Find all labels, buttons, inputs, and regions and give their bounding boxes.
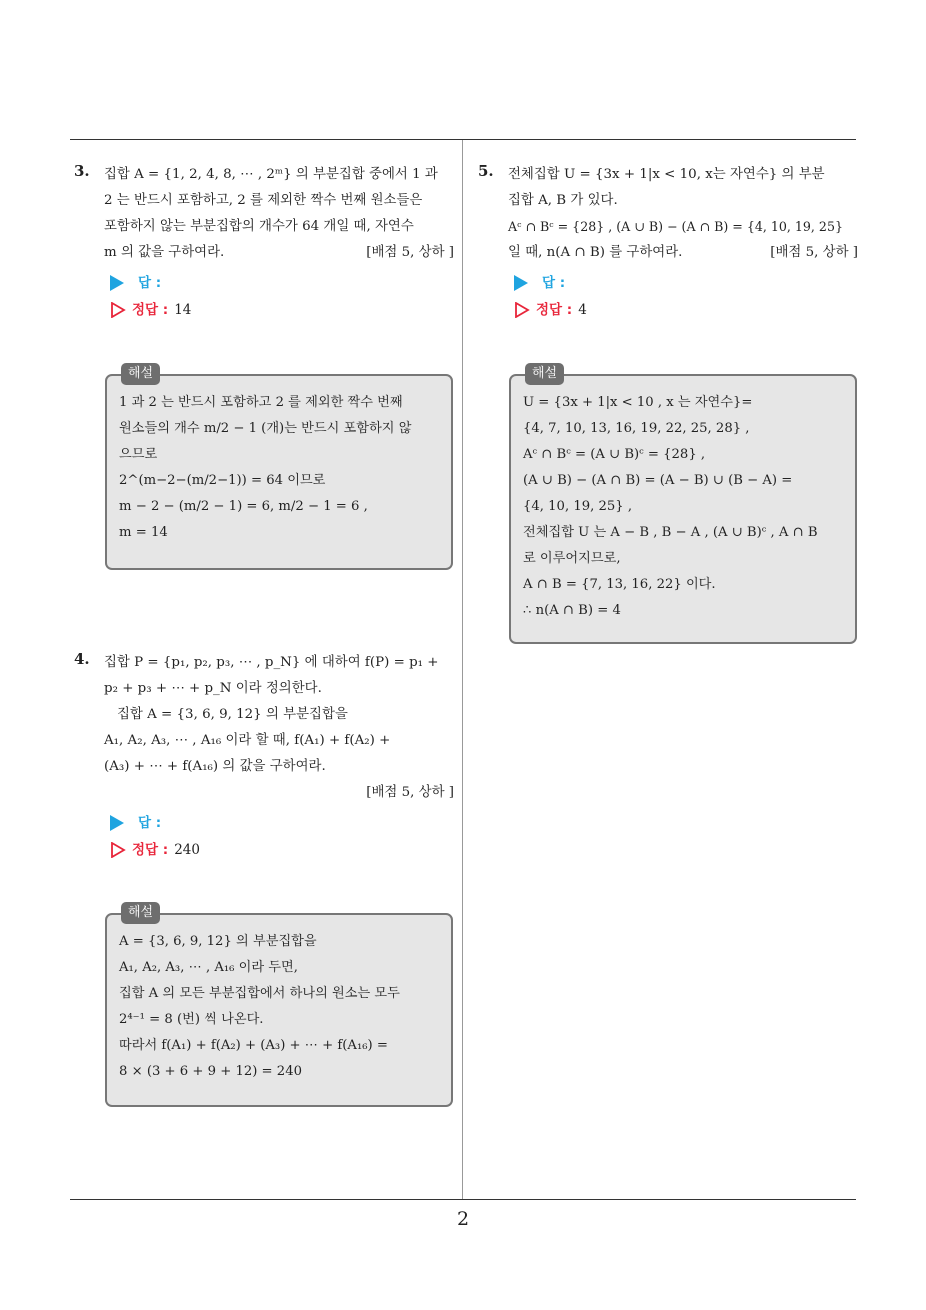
question-line: 집합 A = {3, 6, 9, 12} 의 부분집합을 bbox=[117, 707, 348, 722]
explanation-box-3 bbox=[105, 366, 453, 570]
correct-answer-row bbox=[514, 298, 587, 318]
question-line-text: m 의 값을 구하여라. bbox=[104, 245, 225, 260]
question-line: 집합 A, B 가 있다. bbox=[508, 193, 618, 208]
explanation-line: Aᶜ ∩ Bᶜ = (A ∪ B)ᶜ = {28} , bbox=[523, 447, 706, 462]
correct-value: 4 bbox=[578, 302, 587, 318]
explanation-line: A ∩ B = {7, 13, 16, 22} 이다. bbox=[523, 577, 716, 592]
score-label: [배점 5, 상하 ] bbox=[770, 245, 858, 260]
explanation-box-5 bbox=[509, 366, 857, 644]
question-4-text bbox=[104, 650, 454, 806]
question-number-3: 3. bbox=[74, 162, 90, 180]
explanation-line: {4, 10, 19, 25} , bbox=[523, 499, 633, 514]
explanation-line: 으므로 bbox=[119, 447, 158, 462]
answer-label: 답 : bbox=[138, 815, 162, 831]
question-5-text bbox=[508, 162, 858, 266]
correct-answer-row bbox=[110, 838, 200, 858]
correct-label: 정답 : bbox=[132, 302, 169, 318]
explanation-label: 해설 bbox=[121, 363, 160, 385]
explanation-line: 전체집합 U 는 A − B , B − A , (A ∪ B)ᶜ , A ∩ B bbox=[523, 525, 818, 540]
question-line: Aᶜ ∩ Bᶜ = {28} , (A ∪ B) − (A ∩ B) = {4, 10, 19, 25} bbox=[508, 219, 843, 234]
explanation-line: (A ∪ B) − (A ∩ B) = (A − B) ∪ (B − A) = bbox=[523, 473, 793, 488]
play-icon bbox=[110, 275, 124, 291]
explanation-label: 해설 bbox=[121, 902, 160, 924]
answer-row bbox=[514, 271, 565, 291]
correct-answer-row bbox=[110, 298, 191, 318]
explanation-line: {4, 7, 10, 13, 16, 19, 22, 25, 28} , bbox=[523, 421, 750, 436]
explanation-line: A = {3, 6, 9, 12} 의 부분집합을 bbox=[119, 934, 317, 949]
triangle-outline-icon bbox=[110, 842, 126, 858]
question-line: 포함하지 않는 부분집합의 개수가 64 개일 때, 자연수 bbox=[104, 219, 414, 234]
correct-label: 정답 : bbox=[536, 302, 573, 318]
question-line bbox=[104, 240, 454, 266]
explanation-line: m − 2 − (m/2 − 1) = 6, m/2 − 1 = 6 , bbox=[119, 499, 368, 514]
question-line: A₁, A₂, A₃, ⋯ , A₁₆ 이라 할 때, f(A₁) + f(A₂) + bbox=[104, 733, 391, 748]
explanation-line: 2^(m−2−(m/2−1)) = 64 이므로 bbox=[119, 473, 326, 488]
explanation-line: 8 × (3 + 6 + 9 + 12) = 240 bbox=[119, 1064, 302, 1079]
explanation-line: 2⁴⁻¹ = 8 (번) 씩 나온다. bbox=[119, 1012, 264, 1027]
question-line bbox=[508, 240, 858, 266]
top-rule bbox=[70, 139, 856, 140]
bottom-rule bbox=[70, 1199, 856, 1200]
play-icon bbox=[514, 275, 528, 291]
question-line: p₂ + p₃ + ⋯ + p_N 이라 정의한다. bbox=[104, 681, 322, 696]
explanation-box-4 bbox=[105, 905, 453, 1107]
explanation-line: 집합 A 의 모든 부분집합에서 하나의 원소는 모두 bbox=[119, 986, 400, 1001]
explanation-line: ∴ n(A ∩ B) = 4 bbox=[523, 603, 621, 618]
column-divider bbox=[462, 140, 463, 1200]
correct-value: 240 bbox=[174, 842, 200, 858]
score-label: [배점 5, 상하 ] bbox=[366, 245, 454, 260]
page-number: 2 bbox=[456, 1208, 470, 1230]
correct-label: 정답 : bbox=[132, 842, 169, 858]
question-number-5: 5. bbox=[478, 162, 494, 180]
question-3-text bbox=[104, 162, 454, 266]
explanation-line: U = {3x + 1|x < 10 , x 는 자연수}= bbox=[523, 395, 753, 410]
correct-value: 14 bbox=[174, 302, 192, 318]
triangle-outline-icon bbox=[514, 302, 530, 318]
question-line: (A₃) + ⋯ + f(A₁₆) 의 값을 구하여라. bbox=[104, 759, 326, 774]
answer-row bbox=[110, 271, 161, 291]
answer-label: 답 : bbox=[542, 275, 566, 291]
question-line: 집합 A = {1, 2, 4, 8, ⋯ , 2ᵐ} 의 부분집합 중에서 1 과 bbox=[104, 167, 438, 182]
question-line: 2 는 반드시 포함하고, 2 를 제외한 짝수 번째 원소들은 bbox=[104, 193, 423, 208]
question-line-text: 일 때, n(A ∩ B) 를 구하여라. bbox=[508, 245, 683, 260]
answer-row bbox=[110, 811, 161, 831]
play-icon bbox=[110, 815, 124, 831]
question-line: 전체집합 U = {3x + 1|x < 10, x는 자연수} 의 부분 bbox=[508, 167, 825, 182]
explanation-line: 원소들의 개수 m/2 − 1 (개)는 반드시 포함하지 않 bbox=[119, 421, 412, 436]
score-label: [배점 5, 상하 ] bbox=[366, 785, 454, 800]
question-number-4: 4. bbox=[74, 650, 90, 668]
explanation-line: 로 이루어지므로, bbox=[523, 551, 621, 566]
answer-label: 답 : bbox=[138, 275, 162, 291]
explanation-line: 1 과 2 는 반드시 포함하고 2 를 제외한 짝수 번째 bbox=[119, 395, 403, 410]
explanation-line: A₁, A₂, A₃, ⋯ , A₁₆ 이라 두면, bbox=[119, 960, 298, 975]
explanation-line: m = 14 bbox=[119, 525, 168, 540]
question-line: 집합 P = {p₁, p₂, p₃, ⋯ , p_N} 에 대하여 f(P) = p₁ + bbox=[104, 655, 439, 670]
explanation-label: 해설 bbox=[525, 363, 564, 385]
triangle-outline-icon bbox=[110, 302, 126, 318]
explanation-line: 따라서 f(A₁) + f(A₂) + (A₃) + ⋯ + f(A₁₆) = bbox=[119, 1038, 388, 1053]
